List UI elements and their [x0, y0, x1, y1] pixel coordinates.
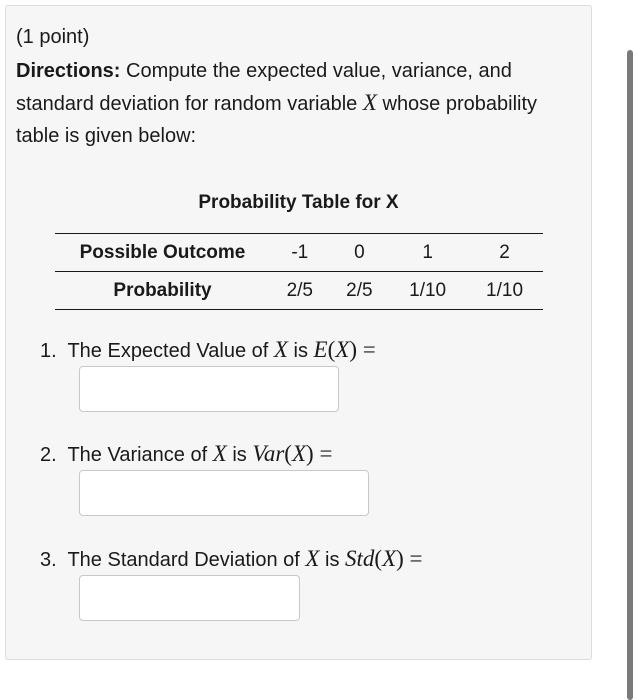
probability-cell: 1/10: [466, 272, 543, 310]
directions-label: Directions:: [16, 60, 121, 82]
expression-close: ) =: [306, 441, 333, 466]
outcome-row: [55, 234, 543, 272]
outcome-cell: -1: [270, 234, 330, 272]
probability-cell: 2/5: [270, 272, 330, 310]
standard-deviation-input[interactable]: [79, 575, 300, 621]
expression-variable: X: [382, 546, 397, 571]
directions-text: [16, 55, 576, 152]
directions-variable: X: [362, 90, 377, 115]
expression-variable: X: [335, 337, 350, 362]
probability-cell: 1/10: [389, 272, 466, 310]
expression-variable: X: [291, 441, 307, 466]
question-variance: [40, 440, 332, 469]
question-variable: X: [273, 337, 288, 362]
expression-open: (: [327, 337, 336, 362]
question-number: 1.: [40, 340, 57, 362]
question-number: 3.: [40, 549, 57, 571]
question-text: is: [287, 340, 314, 362]
variance-input[interactable]: [79, 470, 369, 516]
scrollbar-thumb[interactable]: [627, 50, 633, 700]
point-value: (1 point): [16, 26, 90, 48]
expression-function: Std: [345, 546, 375, 571]
expression-function: E: [313, 337, 328, 362]
directions-body-2: whose probability table is given below:: [16, 93, 538, 147]
expression-close: ) =: [396, 546, 423, 571]
row-header-outcome: Possible Outcome: [55, 234, 270, 272]
question-text: is: [319, 549, 345, 571]
outcome-cell: 0: [330, 234, 390, 272]
question-variable: X: [305, 546, 320, 571]
question-expected-value: [40, 336, 376, 365]
question-text: is: [226, 444, 253, 466]
probability-table: [55, 233, 543, 310]
question-number: 2.: [40, 444, 57, 466]
expression-open: (: [374, 546, 383, 571]
expression-close: ) =: [349, 337, 376, 362]
directions-body-1: Compute the expected value, variance, and standard deviation for random variable: [16, 60, 512, 115]
probability-cell: 2/5: [330, 272, 390, 310]
question-text: The Expected Value of: [67, 340, 274, 362]
table-title: Probability Table for X: [198, 192, 399, 213]
row-header-probability: Probability: [55, 272, 270, 310]
question-text: The Standard Deviation of: [67, 549, 306, 571]
question-variable: X: [212, 441, 227, 466]
question-standard-deviation: [40, 545, 423, 574]
question-text: The Variance of: [67, 444, 213, 466]
probability-row: [55, 272, 543, 310]
expression-function: Var: [252, 441, 285, 466]
outcome-cell: 1: [389, 234, 466, 272]
expression-open: (: [284, 441, 292, 466]
expected-value-input[interactable]: [79, 366, 339, 412]
outcome-cell: 2: [466, 234, 543, 272]
